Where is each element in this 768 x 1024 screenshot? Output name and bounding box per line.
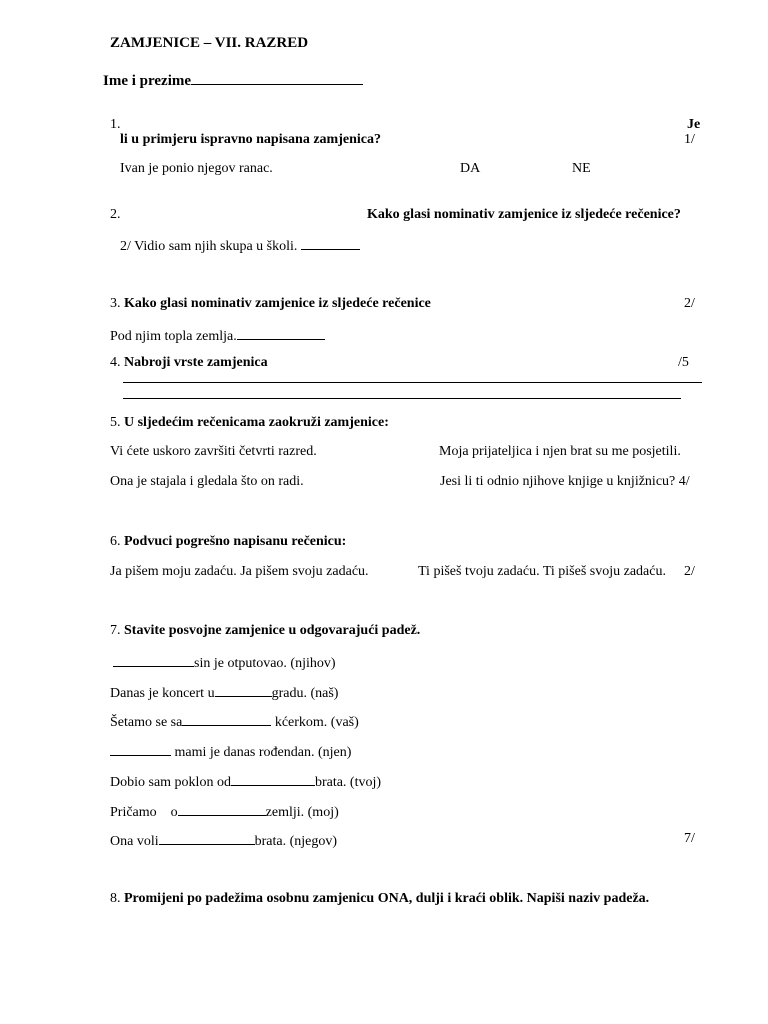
q1-number: 1. [110,117,121,132]
q7-number: 7. [110,623,121,638]
q5-heading [110,415,389,431]
q5-sentence-4[interactable]: Jesi li ti odnio njihove knjige u knjižnicu? [440,474,676,489]
q7-line-2-after: gradu. (naš) [271,686,339,701]
q6-title: Podvuci pogrešno napisanu rečenicu: [124,534,347,549]
name-blank[interactable] [191,71,363,85]
q7-line-6-before: Pričamo o [110,805,178,820]
q8-heading [110,891,649,907]
q5-points: 4/ [678,474,690,489]
q7-blank-2[interactable] [215,683,272,697]
q1-option-yes[interactable]: DA [460,161,481,176]
q1-title-part2: li u primjeru ispravno napisana zamjenica? [120,132,381,147]
q7-line-3-before: Šetamo se sa [110,715,183,730]
q1-points: 1/ [684,132,695,147]
q7-line-2-before: Danas je koncert u [110,686,215,701]
q7-line-4-after: mami je danas rođendan. (njen) [171,745,352,760]
q5-sentence-2[interactable]: Moja prijateljica i njen brat su me posjetili. [439,444,681,459]
q5-sentence-3[interactable]: Ona je stajala i gledala što on radi. [110,474,304,489]
q2-title: Kako glasi nominativ zamjenice iz sljedeće rečenice? [367,207,681,222]
q6-number: 6. [110,534,121,549]
q5-number: 5. [110,415,121,430]
q7-line-7 [110,831,337,850]
q4-answer-line-2[interactable] [123,398,681,399]
q7-line-3 [110,712,359,731]
q7-heading [110,623,420,639]
q6-pair-2[interactable]: Ti pišeš tvoju zadaću. Ti pišeš svoju zadaću. [418,564,666,579]
q3-heading [110,296,431,312]
q3-title: Kako glasi nominativ zamjenice iz sljedeće rečenice [124,296,431,311]
page-title: ZAMJENICE – VII. RAZRED [110,35,309,51]
name-field[interactable] [103,71,363,89]
q1-title-part1: Je [687,117,701,132]
q6-pair-1[interactable]: Ja pišem moju zadaću. Ja pišem svoju zadaću. [110,564,369,579]
q7-blank-7[interactable] [159,831,255,845]
q4-number: 4. [110,355,121,370]
q7-blank-6[interactable] [178,802,266,816]
q3-line [110,326,325,345]
q2-points: 2/ [120,239,131,254]
q7-line-5-after: brata. (tvoj) [314,775,382,790]
q5-title: U sljedećim rečenicama zaokruži zamjenice: [124,415,389,430]
q7-line-5 [110,772,381,791]
q7-blank-4[interactable] [110,742,171,756]
name-label: Ime i prezime [103,73,192,89]
q7-title: Stavite posvojne zamjenice u odgovarajući padež. [124,623,421,638]
q2-line [120,236,360,255]
q7-line-5-before: Dobio sam poklon od [110,775,231,790]
q2-number: 2. [110,207,121,222]
q8-number: 8. [110,891,121,906]
q6-points: 2/ [684,564,695,579]
q7-line-6 [110,802,339,821]
q7-line-1-after: sin je otputovao. (njihov) [194,656,336,671]
q3-number: 3. [110,296,121,311]
q4-points: /5 [678,355,689,370]
q4-heading [110,355,268,371]
q7-points: 7/ [684,831,695,846]
q4-answer-line-1[interactable] [123,382,702,383]
q3-sentence: Pod njim topla zemlja. [110,329,237,344]
q5-sentence-1[interactable]: Vi ćete uskoro završiti četvrti razred. [110,444,317,459]
q7-line-3-after: kćerkom. (vaš) [271,715,359,730]
q4-title: Nabroji vrste zamjenica [124,355,268,370]
q7-blank-1[interactable] [113,653,194,667]
q7-line-7-before: Ona voli [110,834,159,849]
q2-sentence: Vidio sam njih skupa u školi. [134,239,298,254]
q2-answer-blank[interactable] [301,236,360,250]
q7-line-2 [110,683,338,702]
q8-title: Promijeni po padežima osobnu zamjenicu ONA, dulji i kraći oblik. Napiši naziv padeža. [124,891,650,906]
q5-sentence-4-line [440,474,690,490]
q1-sentence: Ivan je ponio njegov ranac. [120,161,273,176]
q6-heading [110,534,346,550]
q7-line-6-after: zemlji. (moj) [265,805,339,820]
q7-blank-3[interactable] [182,712,271,726]
q7-blank-5[interactable] [231,772,315,786]
q3-points: 2/ [684,296,695,311]
q7-line-1 [113,653,336,672]
q7-line-4 [110,742,351,761]
q7-line-7-after: brata. (njegov) [254,834,338,849]
q3-answer-blank[interactable] [237,326,325,340]
q1-option-no[interactable]: NE [572,161,591,176]
